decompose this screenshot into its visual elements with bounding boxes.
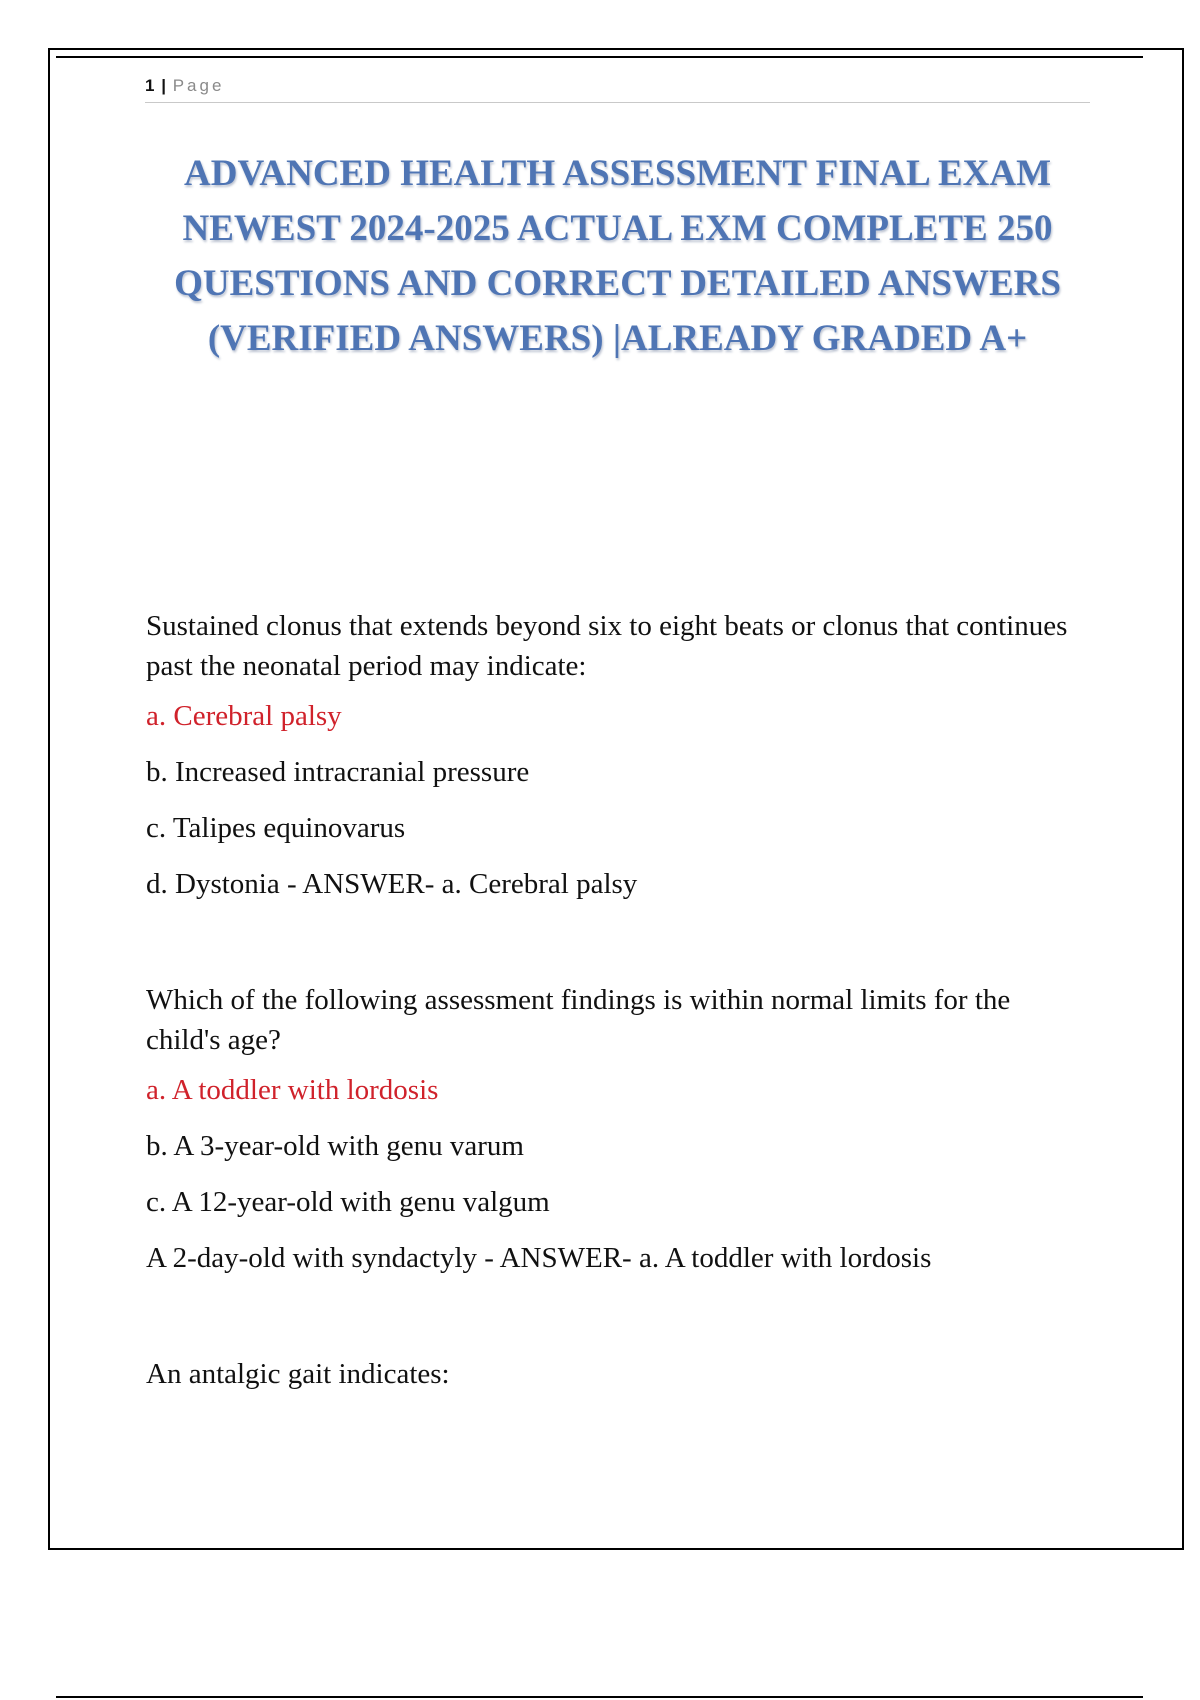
questions-content xyxy=(146,606,1086,1404)
option-with-answer: d. Dystonia - ANSWER- a. Cerebral palsy xyxy=(146,868,638,900)
option-correct: a. Cerebral palsy xyxy=(146,700,342,732)
question-3 xyxy=(146,1354,1086,1394)
option-with-answer: A 2-day-old with syndactyly - ANSWER- a. A toddler with lordosis xyxy=(146,1242,932,1274)
option: c. Talipes equinovarus xyxy=(146,812,406,844)
page-header xyxy=(145,74,1090,103)
top-rule xyxy=(56,56,1143,58)
option: b. Increased intracranial pressure xyxy=(146,756,530,788)
question-text: Sustained clonus that extends beyond six to eight beats or clonus that continues past the neonatal period may indicate: xyxy=(146,610,1068,682)
question-spacer xyxy=(146,920,1086,980)
option: c. A 12-year-old with genu valgum xyxy=(146,1186,550,1218)
question-spacer xyxy=(146,1294,1086,1354)
option-correct: a. A toddler with lordosis xyxy=(146,1074,439,1106)
question-text: An antalgic gait indicates: xyxy=(146,1358,450,1390)
bottom-rule xyxy=(56,1696,1143,1698)
option: b. A 3-year-old with genu varum xyxy=(146,1130,524,1162)
question-2 xyxy=(146,980,1086,1278)
document-title: ADVANCED HEALTH ASSESSMENT FINAL EXAM NEWEST 2024-2025 ACTUAL EXM COMPLETE 250 QUESTIONS AND CORRECT DETAILED ANSWERS (VERIFIED ANSWERS) |ALREADY GRADED A+ xyxy=(174,153,1061,359)
question-1 xyxy=(146,606,1086,904)
page-number: 1 xyxy=(145,76,155,95)
page-separator: | xyxy=(161,76,166,95)
question-text: Which of the following assessment findings is within normal limits for the child's age? xyxy=(146,984,1011,1056)
page-label: Page xyxy=(172,76,225,95)
